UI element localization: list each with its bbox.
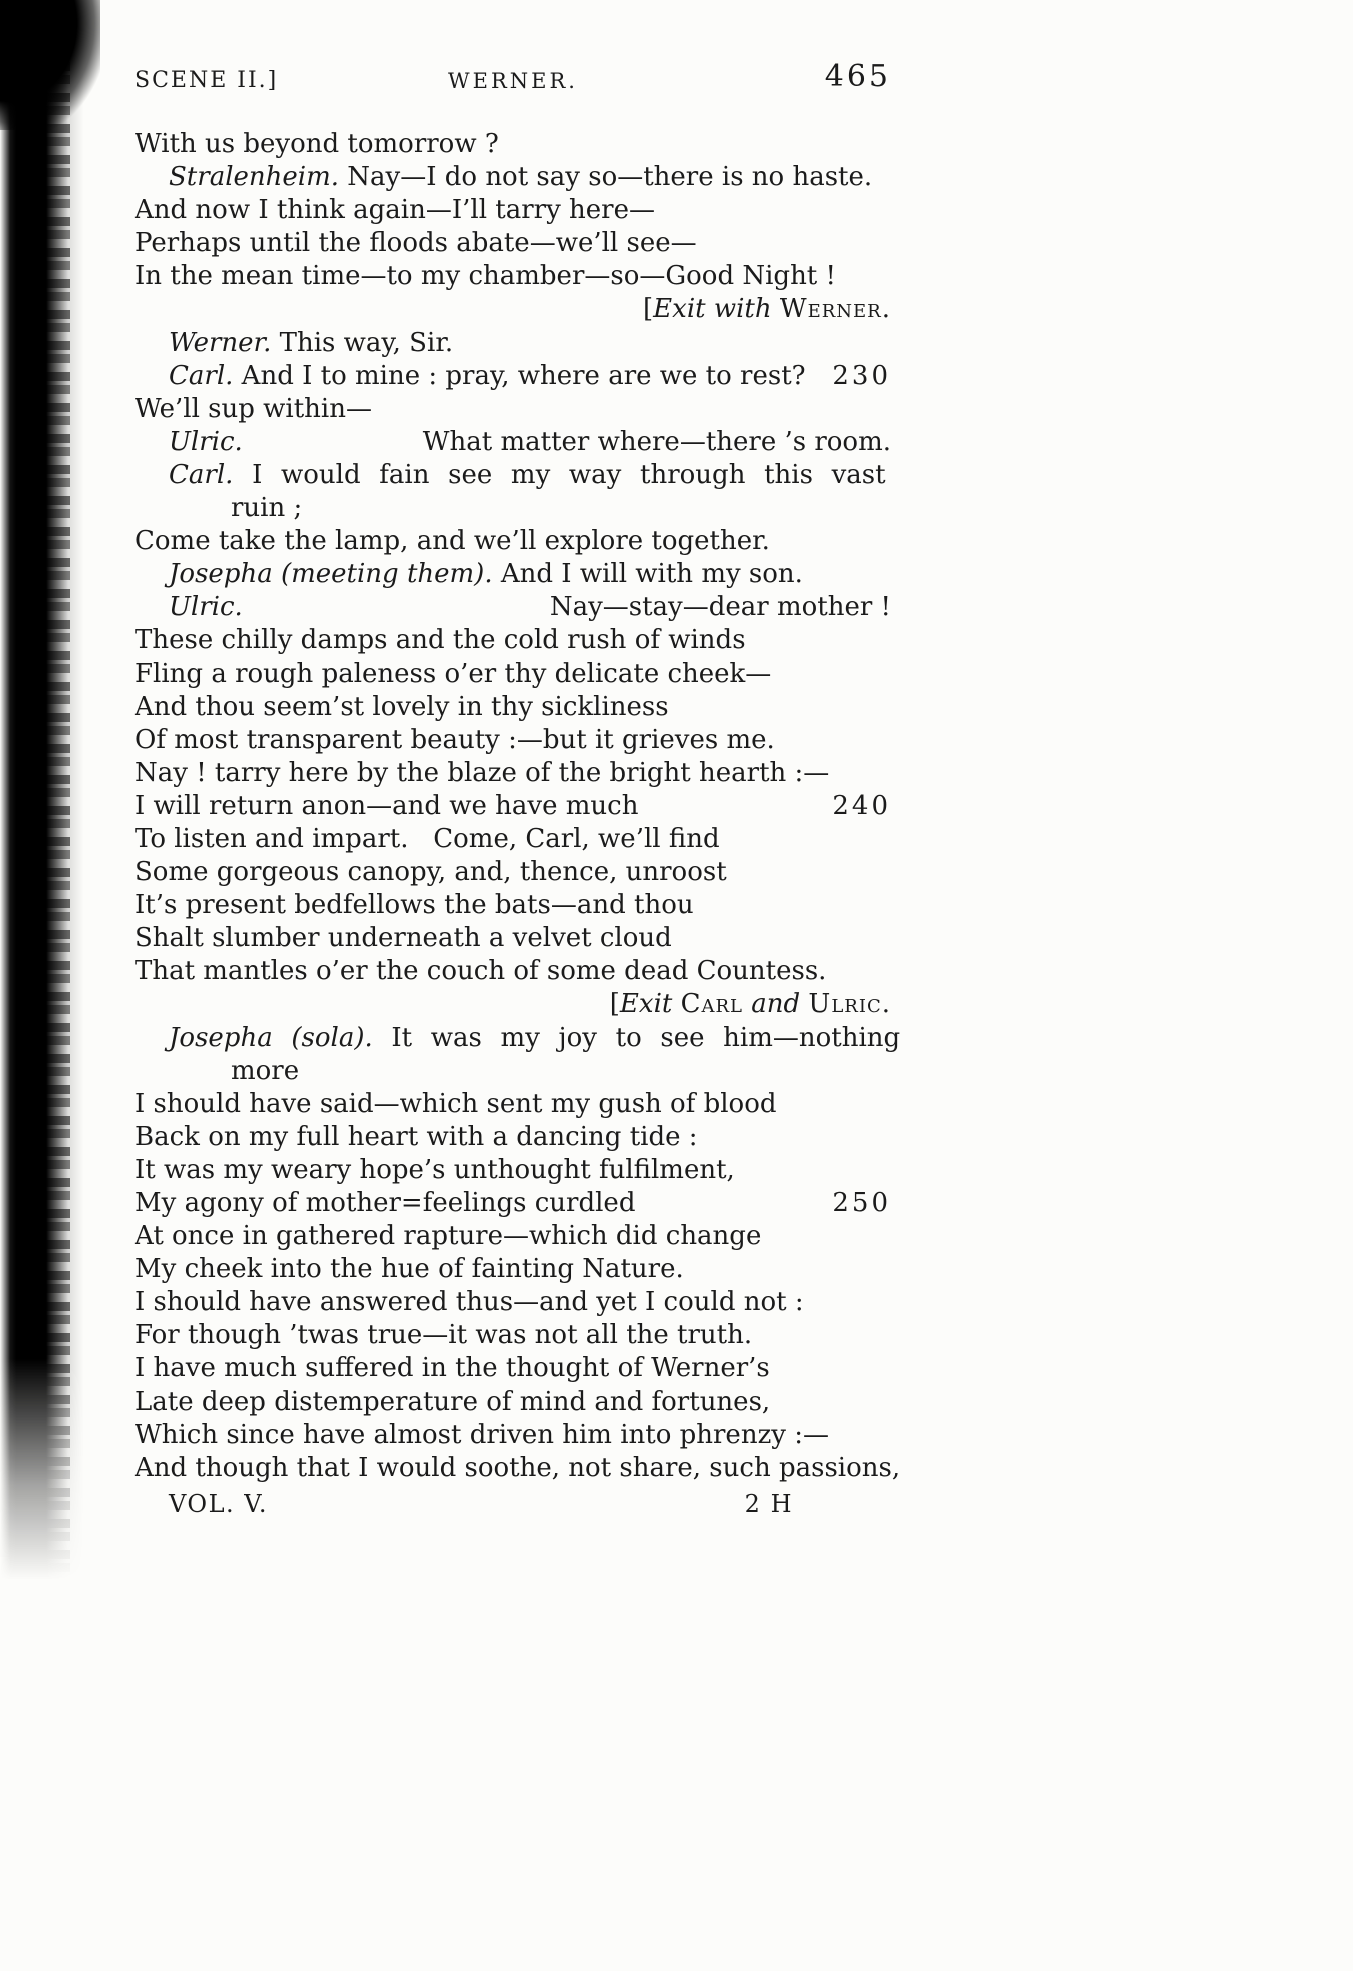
text-segment: I should have said—which sent my gush of blood [135, 1088, 777, 1119]
text-segment: Come take the lamp, and we’ll explore together. [135, 526, 770, 557]
text-segment: I should have answered thus—and yet I could not : [135, 1287, 804, 1318]
italic-text-segment: Werner. [169, 327, 272, 358]
text-line [135, 327, 891, 360]
text-segment: For though ’twas true—it was not all the truth. [135, 1320, 753, 1351]
text-segment: I have much suffered in the thought of Werner’s [135, 1353, 770, 1384]
text-segment: It’s present bedfellows the bats—and thou [135, 890, 694, 921]
text-line [135, 1253, 891, 1286]
page-footer [135, 1490, 891, 1518]
text-segment: And I to mine : pray, where are we to rest? [233, 360, 814, 391]
text-segment: That mantles o’er the couch of some dead Countess. [135, 956, 827, 987]
text-line [135, 161, 891, 194]
italic-text-segment: Ulric. [169, 592, 243, 623]
text-line [135, 459, 891, 492]
italic-text-segment: Josepha (sola). [169, 1022, 373, 1053]
text-line [135, 955, 891, 988]
text-line [135, 889, 891, 922]
text-body [135, 128, 901, 1485]
text-segment: Nay ! tarry here by the blaze of the bright hearth :— [135, 757, 830, 788]
text-line [135, 691, 891, 724]
page-number: 465 [824, 59, 891, 94]
verse-line-number: 240 [832, 790, 891, 821]
text-line [135, 1088, 891, 1121]
text-line [135, 1055, 891, 1088]
text-segment: Nay—I do not say so—there is no haste. [339, 162, 873, 193]
italic-text-segment: Josepha (meeting them). [169, 559, 493, 590]
verse-line-number: 230 [832, 360, 891, 391]
text-line [135, 1286, 891, 1319]
text-line [135, 360, 891, 393]
italic-text-segment: Stralenheim. [169, 162, 340, 193]
text-segment: ruin ; [231, 493, 303, 524]
italic-text-segment: Exit [619, 989, 681, 1020]
text-segment: Fling a rough paleness o’er thy delicate cheek— [135, 658, 772, 689]
smallcaps-text-segment: Werner. [779, 294, 891, 325]
text-segment: [ [609, 989, 620, 1020]
text-segment: My cheek into the hue of fainting Nature. [135, 1254, 684, 1285]
text-segment: Late deep distemperature of mind and fortunes, [135, 1386, 771, 1417]
text-line [135, 1319, 891, 1352]
smallcaps-text-segment: Ulric. [808, 989, 891, 1020]
text-line [135, 393, 891, 426]
smallcaps-text-segment: Carl [680, 989, 743, 1020]
text-line [135, 194, 891, 227]
text-line [135, 426, 891, 459]
text-line [135, 624, 891, 657]
text-line [135, 1022, 901, 1055]
text-segment: Some gorgeous canopy, and, thence, unroost [135, 857, 727, 888]
scene-label: SCENE II.] [135, 68, 279, 93]
text-line [135, 558, 891, 591]
column-gap [243, 426, 423, 459]
verse-line-number: 250 [832, 1188, 891, 1218]
text-segment: In the mean time—to my chamber—so—Good Night ! [135, 261, 836, 292]
text-segment: With us beyond tomorrow ? [135, 129, 499, 159]
text-segment: And I will with my son. [492, 559, 803, 590]
text-line [135, 790, 891, 823]
text-line [135, 1386, 891, 1419]
scan-gutter-artifact [0, 0, 92, 1580]
text-segment: My agony of mother=feelings curdled [135, 1188, 636, 1218]
text-segment: more [231, 1055, 300, 1086]
text-line [135, 128, 891, 161]
text-segment: At once in gathered rapture—which did change [135, 1221, 762, 1252]
text-line [135, 658, 891, 691]
text-line [135, 1220, 891, 1253]
text-line [135, 757, 891, 790]
text-segment: These chilly damps and the cold rush of winds [135, 625, 746, 656]
text-segment: We’ll sup within— [135, 393, 372, 424]
text-line [135, 823, 891, 856]
text-segment: This way, Sir. [271, 327, 454, 358]
text-segment: I will return anon—and we have much [135, 790, 639, 821]
text-segment: It was my joy to see him—nothing [372, 1022, 901, 1053]
text-segment: Back on my full heart with a dancing tide : [135, 1121, 698, 1152]
text-line [135, 1419, 891, 1452]
text-segment: And though that I would soothe, not share, such passions, [135, 1452, 901, 1483]
page-content [135, 0, 901, 1518]
text-line [135, 856, 891, 889]
page-header [135, 59, 891, 100]
italic-text-segment: Carl. [169, 360, 234, 391]
running-title: WERNER. [448, 69, 578, 93]
text-line [135, 293, 891, 326]
text-segment: What matter where—there ’s room. [422, 426, 891, 457]
signature-label: 2 H [744, 1489, 793, 1518]
text-line [135, 1187, 891, 1220]
text-segment: Which since have almost driven him into phrenzy :— [135, 1419, 829, 1450]
text-line [135, 591, 891, 624]
text-line [135, 260, 891, 293]
text-segment: To listen and impart. Come, Carl, we’ll find [135, 823, 720, 854]
text-line [135, 1154, 891, 1187]
text-segment: Shalt slumber underneath a velvet cloud [135, 923, 672, 954]
scan-corner-artifact [0, 0, 100, 130]
text-line [135, 988, 891, 1021]
text-segment: [ [643, 294, 654, 325]
volume-label: VOL. V. [169, 1489, 269, 1518]
italic-text-segment: and [743, 989, 809, 1020]
text-segment: I would fain see my way through this vast [233, 459, 886, 490]
text-line [135, 1352, 891, 1385]
italic-text-segment: Ulric. [169, 426, 243, 457]
text-segment: Perhaps until the floods abate—we’ll see— [135, 228, 697, 259]
text-line [135, 1452, 901, 1485]
italic-text-segment: Exit with [653, 294, 780, 325]
text-segment: It was my weary hope’s unthought fulfilment, [135, 1154, 735, 1185]
text-segment: Of most transparent beauty :—but it grieves me. [135, 724, 775, 755]
text-line [135, 525, 891, 558]
text-line [135, 724, 891, 757]
text-segment: Nay—stay—dear mother ! [549, 592, 891, 623]
text-line [135, 922, 891, 955]
italic-text-segment: Carl. [169, 459, 234, 490]
text-segment: And thou seem’st lovely in thy sickliness [135, 691, 669, 722]
text-line [135, 1121, 891, 1154]
text-line [135, 492, 891, 525]
column-gap [243, 591, 550, 624]
text-line [135, 227, 891, 260]
text-segment: And now I think again—I’ll tarry here— [135, 195, 655, 226]
